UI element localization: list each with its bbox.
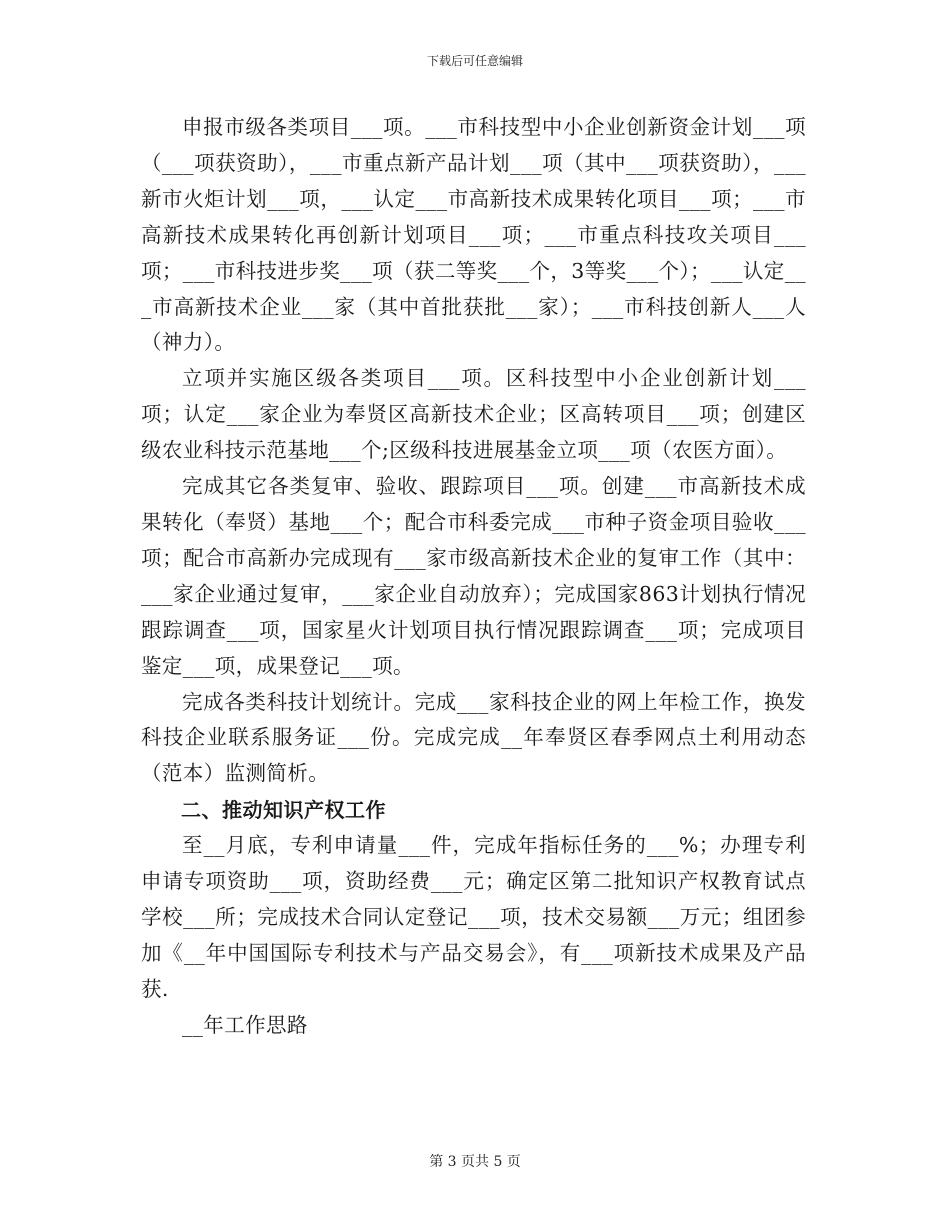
paragraph-district-projects: 立项并实施区级各类项目___项。区科技型中小企业创新计划___项；认定___家企业为奉贤区高新技术企业；区高转项目___项；创建区级农业科技示范基地___个;区级科技进展基金立项___项（农医方面）。	[141, 366, 806, 463]
paragraph-patents: 至__月底，专利申请量___件，完成年指标任务的___%；办理专利申请专项资助___项，资助经费___元；确定区第二批知识产权教育试点学校___所；完成技术合同认定登记___项，技术交易额___万元；组团参加《__年中国国际专利技术与产品交易会》，有___项新技术成果及产品获.	[141, 833, 806, 1001]
paragraph-work-plan: __年工作思路	[182, 1012, 308, 1037]
section-heading-ip: 二、推动知识产权工作	[181, 798, 386, 823]
paragraph-reviews: 完成其它各类复审、验收、跟踪项目___项。创建___市高新技术成果转化（奉贤）基地___个；配合市科委完成___市种子资金项目验收___项；配合市高新办完成现有___家市级高新技术企业的复审工作（其中：___家企业通过复审，___家企业自动放弃）；完成国家863计划执行情况跟踪调查___项，国家星火计划项目执行情况跟踪调查___项；完成项目鉴定___项，成果登记___项。	[141, 474, 806, 678]
document-body	[141, 110, 806, 1044]
paragraph-statistics: 完成各类科技计划统计。完成___家科技企业的网上年检工作，换发科技企业联系服务证___份。完成完成__年奉贤区春季网点土利用动态（范本）监测简析。	[141, 689, 806, 786]
page-footer: 第 3 页共 5 页	[429, 1154, 521, 1170]
paragraph-municipal-projects: 申报市级各类项目___项。___市科技型中小企业创新资金计划___项（___项获资助），___市重点新产品计划___项（其中___项获资助），___新市火炬计划___项，___认定___市高新技术成果转化项目___项；___市高新技术成果转化再创新计划项目___项；___市重点科技攻关项目___项；___市科技进步奖___项（获二等奖___个，3等奖___个）；___认定___市高新技术企业___家（其中首批获批___家）；___市科技创新人___人（神力）。	[141, 115, 806, 355]
page-header: 下载后可任意编辑	[426, 54, 523, 68]
